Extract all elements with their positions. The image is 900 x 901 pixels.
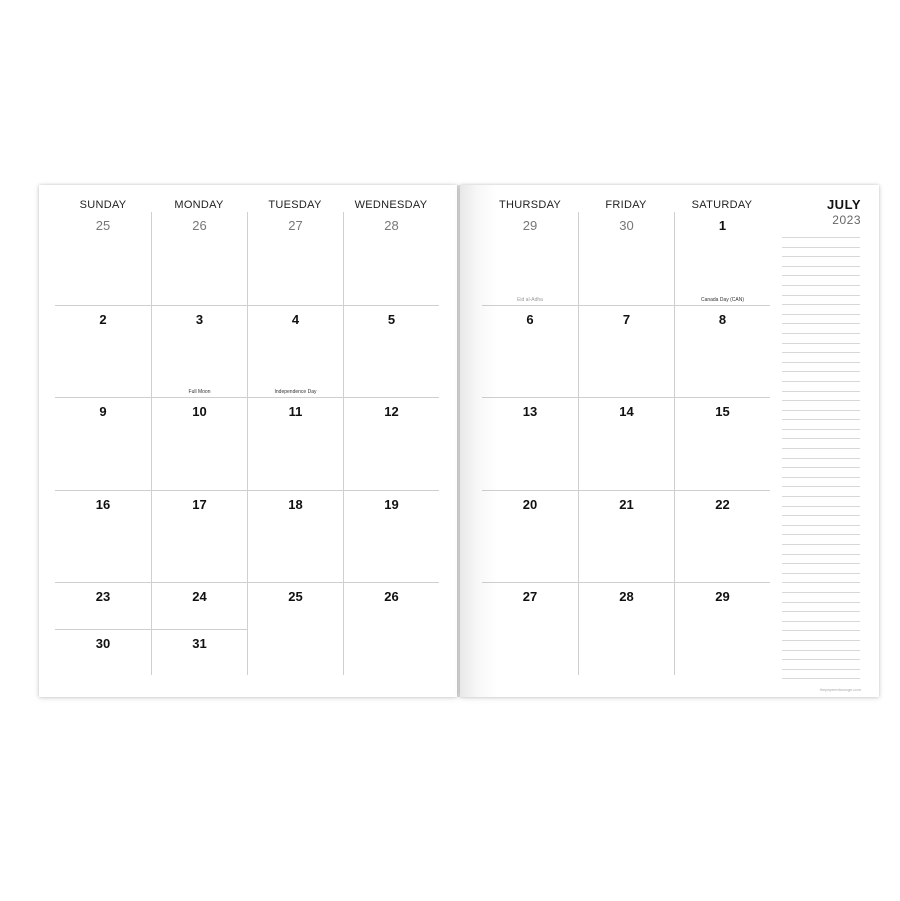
note-line[interactable]	[782, 544, 860, 545]
note-line[interactable]	[782, 410, 860, 411]
day-name-friday: FRIDAY	[605, 199, 647, 211]
day-number: 19	[384, 496, 399, 512]
day-event: Full Moon	[188, 389, 211, 395]
day-number: 25	[95, 218, 111, 233]
note-line[interactable]	[782, 659, 860, 660]
day-cell[interactable]	[578, 305, 674, 398]
day-number: 27	[522, 589, 538, 604]
day-cell[interactable]	[674, 397, 770, 490]
day-number: 22	[715, 496, 730, 512]
day-cell[interactable]	[247, 212, 343, 305]
day-cell[interactable]	[674, 490, 770, 583]
day-number: 30	[95, 636, 111, 652]
day-number: 27	[288, 218, 303, 233]
note-line[interactable]	[782, 438, 860, 439]
day-number: 6	[526, 311, 534, 327]
year-title: 2023	[832, 213, 861, 227]
note-line[interactable]	[782, 640, 860, 641]
day-number: 25	[288, 589, 303, 604]
note-line[interactable]	[782, 458, 860, 459]
day-cell[interactable]	[247, 490, 343, 583]
note-line[interactable]	[782, 266, 860, 267]
note-line[interactable]	[782, 247, 860, 248]
note-line[interactable]	[782, 295, 860, 296]
day-cell[interactable]	[247, 582, 343, 675]
day-cell[interactable]	[343, 582, 439, 675]
day-number: 26	[384, 589, 399, 604]
note-line[interactable]	[782, 563, 860, 564]
day-name-thursday: THURSDAY	[498, 199, 562, 211]
day-cell[interactable]	[247, 397, 343, 490]
day-event: Independence Day	[274, 389, 317, 395]
note-line[interactable]	[782, 650, 860, 651]
day-cell[interactable]	[482, 582, 578, 675]
note-line[interactable]	[782, 304, 860, 305]
day-cell[interactable]	[151, 582, 247, 675]
day-name-monday: MONDAY	[174, 199, 224, 211]
day-cell[interactable]	[55, 397, 151, 490]
day-cell[interactable]	[578, 397, 674, 490]
note-line[interactable]	[782, 486, 860, 487]
day-cell[interactable]	[343, 397, 439, 490]
split-day-cell[interactable]	[152, 629, 247, 676]
note-line[interactable]	[782, 515, 860, 516]
day-event: Canada Day (CAN)	[700, 296, 745, 303]
day-number: 17	[192, 496, 207, 512]
day-cell[interactable]	[151, 305, 247, 398]
day-cell[interactable]	[55, 582, 151, 675]
note-line[interactable]	[782, 323, 860, 324]
note-line[interactable]	[782, 314, 860, 315]
note-line[interactable]	[782, 496, 860, 497]
day-cell[interactable]	[343, 212, 439, 305]
note-line[interactable]	[782, 343, 860, 344]
note-line[interactable]	[782, 391, 860, 392]
day-number: 5	[387, 311, 396, 327]
day-number: 18	[288, 496, 303, 512]
day-number: 21	[619, 496, 634, 512]
day-cell[interactable]	[482, 305, 578, 398]
note-line[interactable]	[782, 237, 860, 238]
day-number: 26	[192, 218, 207, 233]
day-cell[interactable]	[151, 490, 247, 583]
day-number: 29	[715, 589, 730, 604]
note-line[interactable]	[782, 256, 860, 257]
day-event: Eid al-Adha	[517, 296, 543, 303]
day-cell[interactable]	[343, 490, 439, 583]
footer-url: thepaperedorange.com	[819, 687, 861, 692]
note-line[interactable]	[782, 554, 860, 555]
note-line[interactable]	[782, 429, 860, 430]
day-cell[interactable]	[55, 212, 151, 305]
day-cell[interactable]	[151, 212, 247, 305]
note-line[interactable]	[782, 400, 860, 401]
day-number: 4	[291, 311, 300, 327]
day-name-tuesday: TUESDAY	[268, 199, 322, 211]
day-number: 2	[99, 311, 107, 327]
day-number: 31	[192, 636, 207, 652]
note-line[interactable]	[782, 419, 860, 420]
day-number: 30	[619, 218, 634, 233]
day-number: 3	[195, 311, 204, 327]
note-line[interactable]	[782, 611, 860, 612]
month-title: JULY	[826, 197, 861, 212]
day-number: 9	[99, 404, 107, 419]
day-cell[interactable]	[674, 582, 770, 675]
day-number: 28	[384, 218, 399, 233]
day-cell[interactable]	[343, 305, 439, 398]
note-line[interactable]	[782, 333, 860, 334]
day-number: 16	[95, 496, 111, 512]
note-line[interactable]	[782, 669, 860, 670]
day-cell[interactable]	[55, 490, 151, 583]
day-number: 10	[192, 404, 207, 419]
note-line[interactable]	[782, 506, 860, 507]
note-line[interactable]	[782, 592, 860, 593]
note-line[interactable]	[782, 678, 860, 679]
note-line[interactable]	[782, 448, 860, 449]
note-line[interactable]	[782, 285, 860, 286]
note-line[interactable]	[782, 477, 860, 478]
note-line[interactable]	[782, 621, 860, 622]
note-line[interactable]	[782, 534, 860, 535]
day-cell[interactable]	[482, 212, 578, 305]
day-number: 12	[384, 404, 399, 419]
day-number: 23	[95, 589, 111, 604]
planner-right-page	[460, 185, 879, 697]
note-line[interactable]	[782, 371, 860, 372]
day-cell[interactable]	[674, 305, 770, 398]
note-line[interactable]	[782, 381, 860, 382]
day-number: 15	[715, 404, 730, 419]
day-cell[interactable]	[578, 582, 674, 675]
note-line[interactable]	[782, 275, 860, 276]
day-number: 24	[192, 589, 207, 604]
note-line[interactable]	[782, 362, 860, 363]
day-cell[interactable]	[674, 212, 770, 305]
day-number: 7	[622, 311, 631, 327]
day-number: 1	[718, 218, 727, 233]
day-name-saturday: SATURDAY	[691, 199, 753, 211]
note-line[interactable]	[782, 467, 860, 468]
day-cell[interactable]	[578, 490, 674, 583]
note-line[interactable]	[782, 573, 860, 574]
day-number: 20	[522, 496, 538, 512]
day-number: 8	[718, 311, 727, 327]
day-cell[interactable]	[55, 305, 151, 398]
day-cell[interactable]	[247, 305, 343, 398]
day-cell[interactable]	[482, 490, 578, 583]
note-line[interactable]	[782, 525, 860, 526]
day-cell[interactable]	[482, 397, 578, 490]
day-number: 14	[619, 404, 634, 419]
note-line[interactable]	[782, 630, 860, 631]
day-cell[interactable]	[578, 212, 674, 305]
planner-left-page	[39, 185, 457, 697]
day-name-wednesday: WEDNESDAY	[354, 199, 428, 211]
day-name-sunday: SUNDAY	[79, 199, 127, 211]
note-line[interactable]	[782, 352, 860, 353]
day-number: 28	[619, 589, 634, 604]
day-cell[interactable]	[151, 397, 247, 490]
day-number: 13	[522, 404, 538, 419]
notes-lines	[782, 237, 860, 688]
split-day-cell[interactable]	[55, 629, 151, 676]
day-number: 29	[522, 218, 538, 233]
note-line[interactable]	[782, 602, 860, 603]
note-line[interactable]	[782, 582, 860, 583]
day-number: 11	[288, 404, 303, 419]
